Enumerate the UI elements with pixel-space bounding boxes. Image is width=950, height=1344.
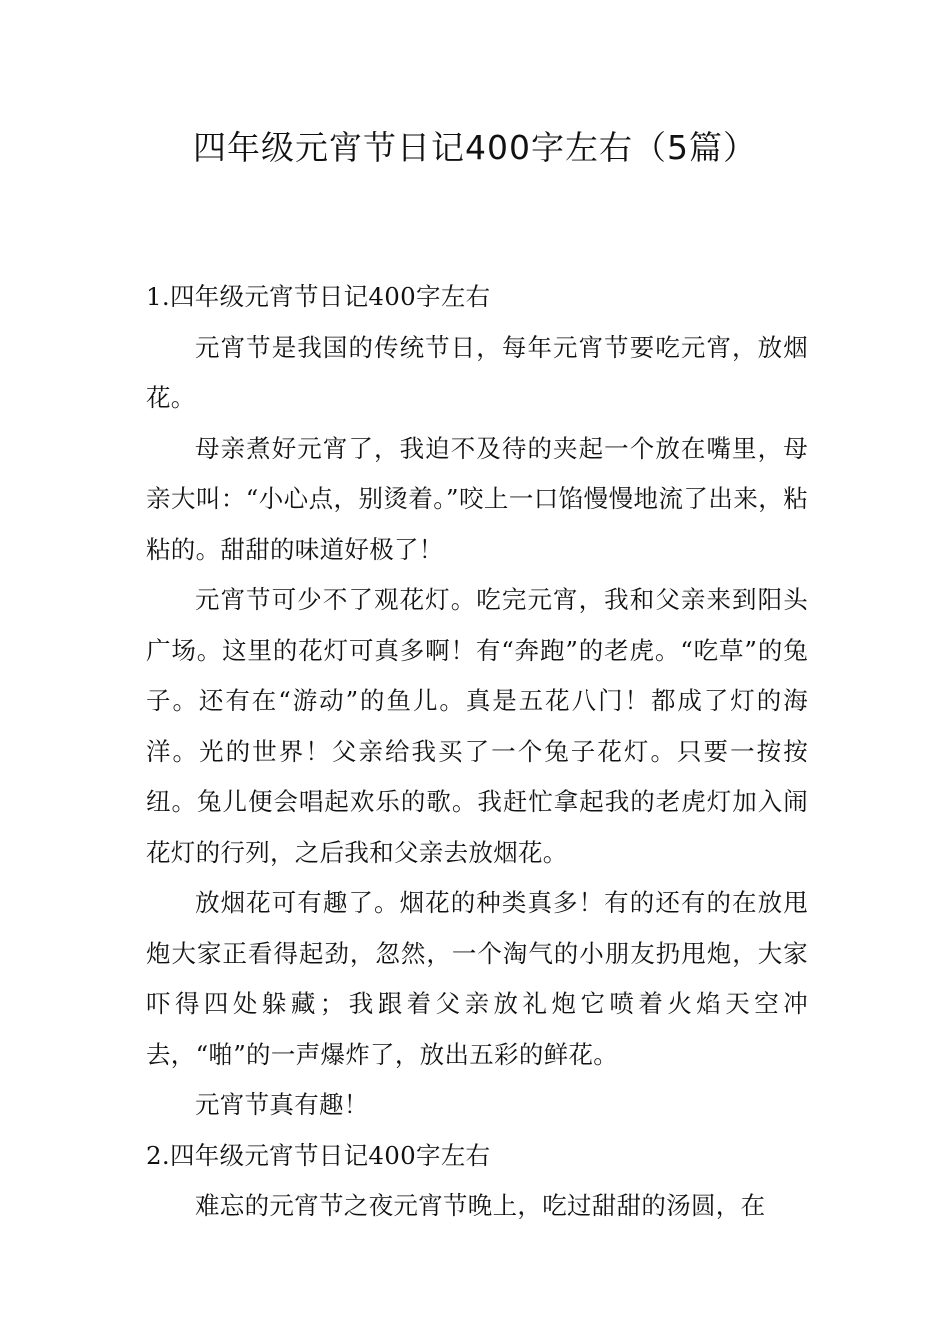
paragraph: 元宵节是我国的传统节日，每年元宵节要吃元宵，放烟花。 (146, 332, 808, 412)
document-title: 四年级元宵节日记400字左右（5篇） (193, 128, 757, 167)
document-body (146, 272, 808, 1232)
paragraph: 元宵节可少不了观花灯。吃完元宵，我和父亲来到阳头广场。这里的花灯可真多啊！有“奔跑”的老虎。“吃草”的兔子。还有在“游动”的鱼儿。真是五花八门！都成了灯的海洋。光的世界！父亲给我买了一个兔子花灯。只要一按按纽。兔儿便会唱起欢乐的歌。我赶忙拿起我的老虎灯加入闹花灯的行列，之后我和父亲去放烟花。 (146, 585, 808, 867)
section-heading: 1.四年级元宵节日记400字左右 (146, 282, 491, 311)
paragraph: 母亲煮好元宵了，我迫不及待的夹起一个放在嘴里，母亲大叫：“小心点，别烫着。”咬上一口馅慢慢地流了出来，粘粘的。甜甜的味道好极了！ (146, 433, 808, 564)
paragraph: 难忘的元宵节之夜元宵节晚上，吃过甜甜的汤圆，在 (195, 1191, 766, 1220)
section-heading: 2.四年级元宵节日记400字左右 (146, 1140, 491, 1170)
paragraph: 放烟花可有趣了。烟花的种类真多！有的还有的在放甩炮大家正看得起劲，忽然，一个淘气的小朋友扔甩炮，大家吓得四处躲藏；我跟着父亲放礼炮它喷着火焰天空冲去，“啪”的一声爆炸了，放出五彩的鲜花。 (146, 888, 808, 1069)
paragraph: 元宵节真有趣！ (195, 1090, 369, 1119)
